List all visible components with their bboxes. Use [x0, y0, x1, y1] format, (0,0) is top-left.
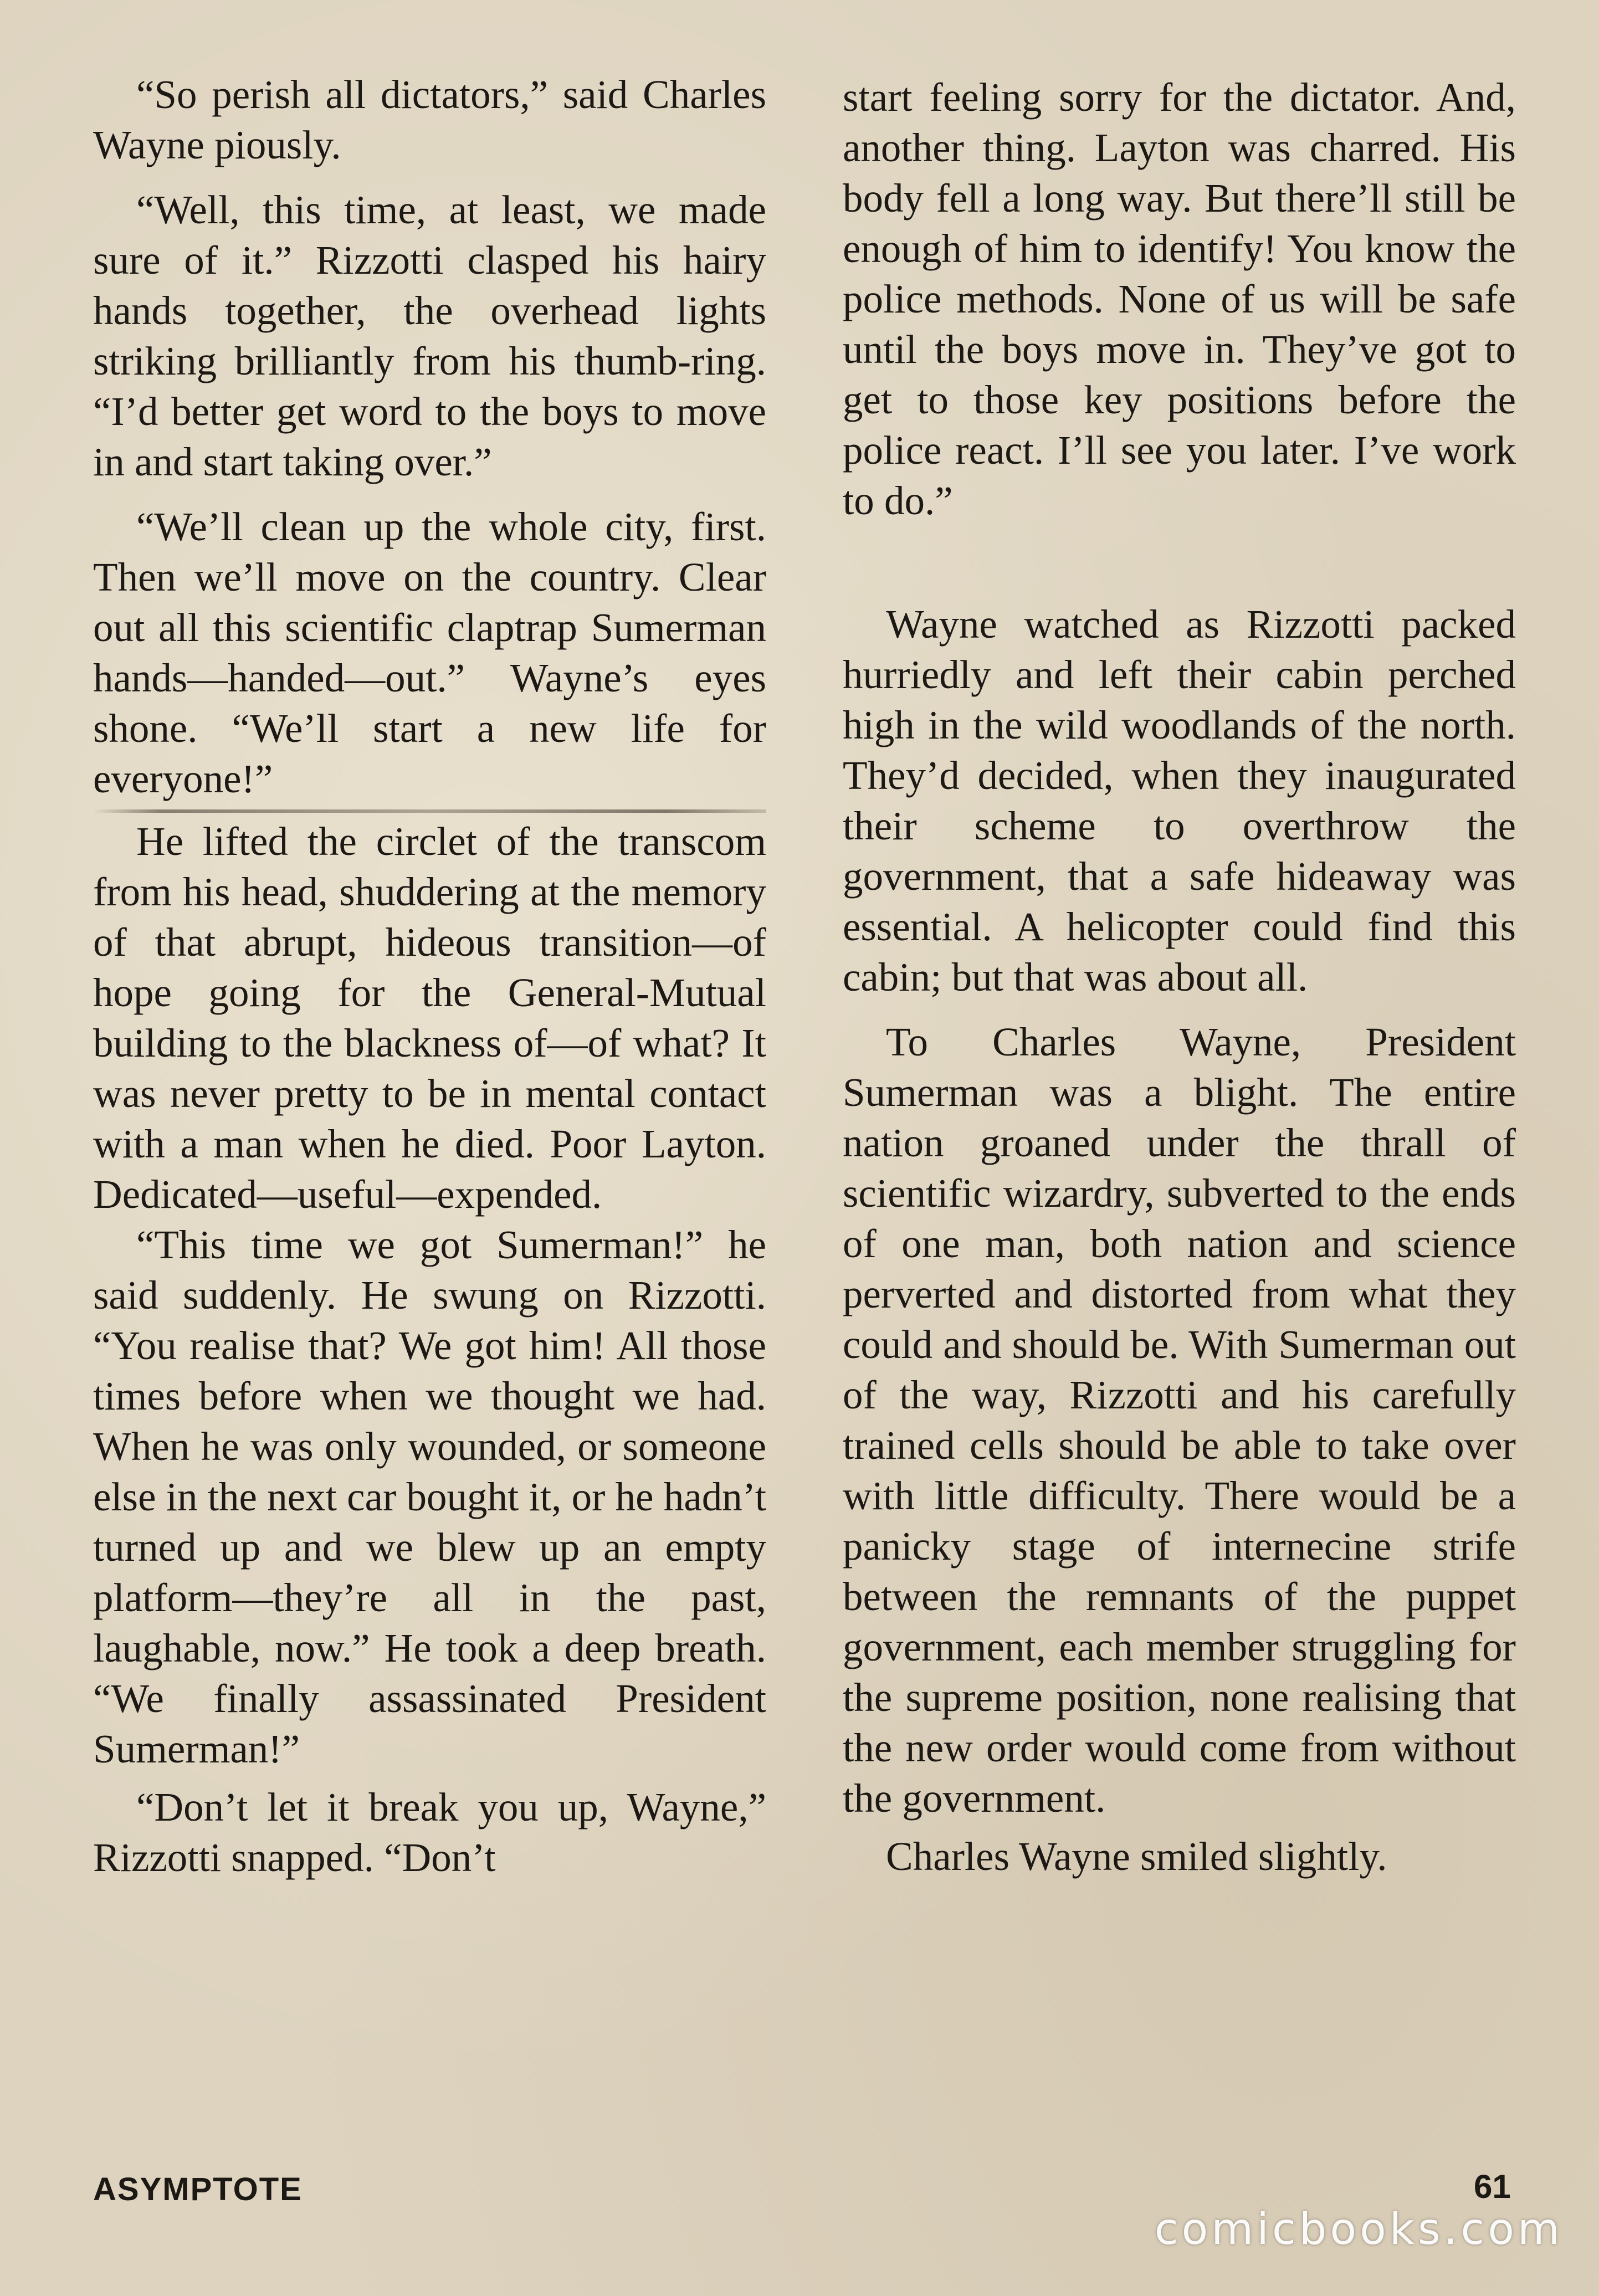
watermark: comicbooks.com: [1154, 2205, 1563, 2254]
running-title: ASYMPTOTE: [93, 2171, 303, 2207]
paragraph: “We’ll clean up the whole city, first. Then we’ll move on the country. Clear out all this scientific claptrap Sumerman hands—handed—out.” Wayne’s eyes shone. “We’ll start a new life for everyone!”: [93, 504, 766, 801]
left-column: [93, 69, 766, 1883]
paragraph: Charles Wayne smiled slightly.: [886, 1834, 1387, 1879]
paragraph: start feeling sorry for the dictator. And, another thing. Layton was charred. His body fell a long way. But there’ll still be enough of him to identify! You know the police methods. None of us will be safe until the boys move in. They’ve got to get to those key positions before the police react. I’ll see you later. I’ve work to do.”: [843, 75, 1516, 523]
right-column: [843, 72, 1516, 1882]
paragraph: “Well, this time, at least, we made sure of it.” Rizzotti clasped his hairy hands together, the overhead lights striking brilliantly from his thumb-ring. “I’d better get word to the boys to move in and start taking over.”: [93, 187, 766, 484]
page-number: 61: [1474, 2168, 1511, 2205]
paragraph: “Don’t let it break you up, Wayne,” Rizzotti snapped. “Don’t: [93, 1785, 766, 1880]
paragraph: “This time we got Sumerman!” he said suddenly. He swung on Rizzotti. “You realise that? We got him! All those times before when we thought we had. When he was only wounded, or someone else in the next car bought it, or he hadn’t turned up and we blew up an empty platform—they’re all in the past, laughable, now.” He took a deep breath. “We finally assassinated President Sumerman!”: [93, 1222, 766, 1771]
paragraph: To Charles Wayne, President Sumerman was a blight. The entire nation groaned under the thrall of scientific wizardry, subverted to the ends of one man, both nation and science perverted and distorted from what they could and should be. With Sumerman out of the way, Rizzotti and his carefully trained cells should be able to take over with little difficulty. There would be a panicky stage of internecine strife between the remnants of the puppet government, each member struggling for the supreme position, none realising that the new order would come from without the government.: [843, 1019, 1516, 1821]
paragraph: He lifted the circlet of the transcom from his head, shuddering at the memory of that abrupt, hideous transition—of hope going for the General-Mutual building to the blackness of—of what? It was never pretty to be in mental contact with a man when he died. Poor Layton. Dedicated—useful—expended.: [93, 819, 766, 1217]
paragraph: Wayne watched as Rizzotti packed hurriedly and left their cabin perched high in the wild woodlands of the north. They’d decided, when they inaugurated their scheme to overthrow the government, that a safe hideaway was essential. A helicopter could find this cabin; but that was about all.: [843, 602, 1516, 1000]
paragraph: “So perish all dictators,” said Charles Wayne piously.: [93, 72, 766, 167]
section-rule: [93, 809, 766, 813]
